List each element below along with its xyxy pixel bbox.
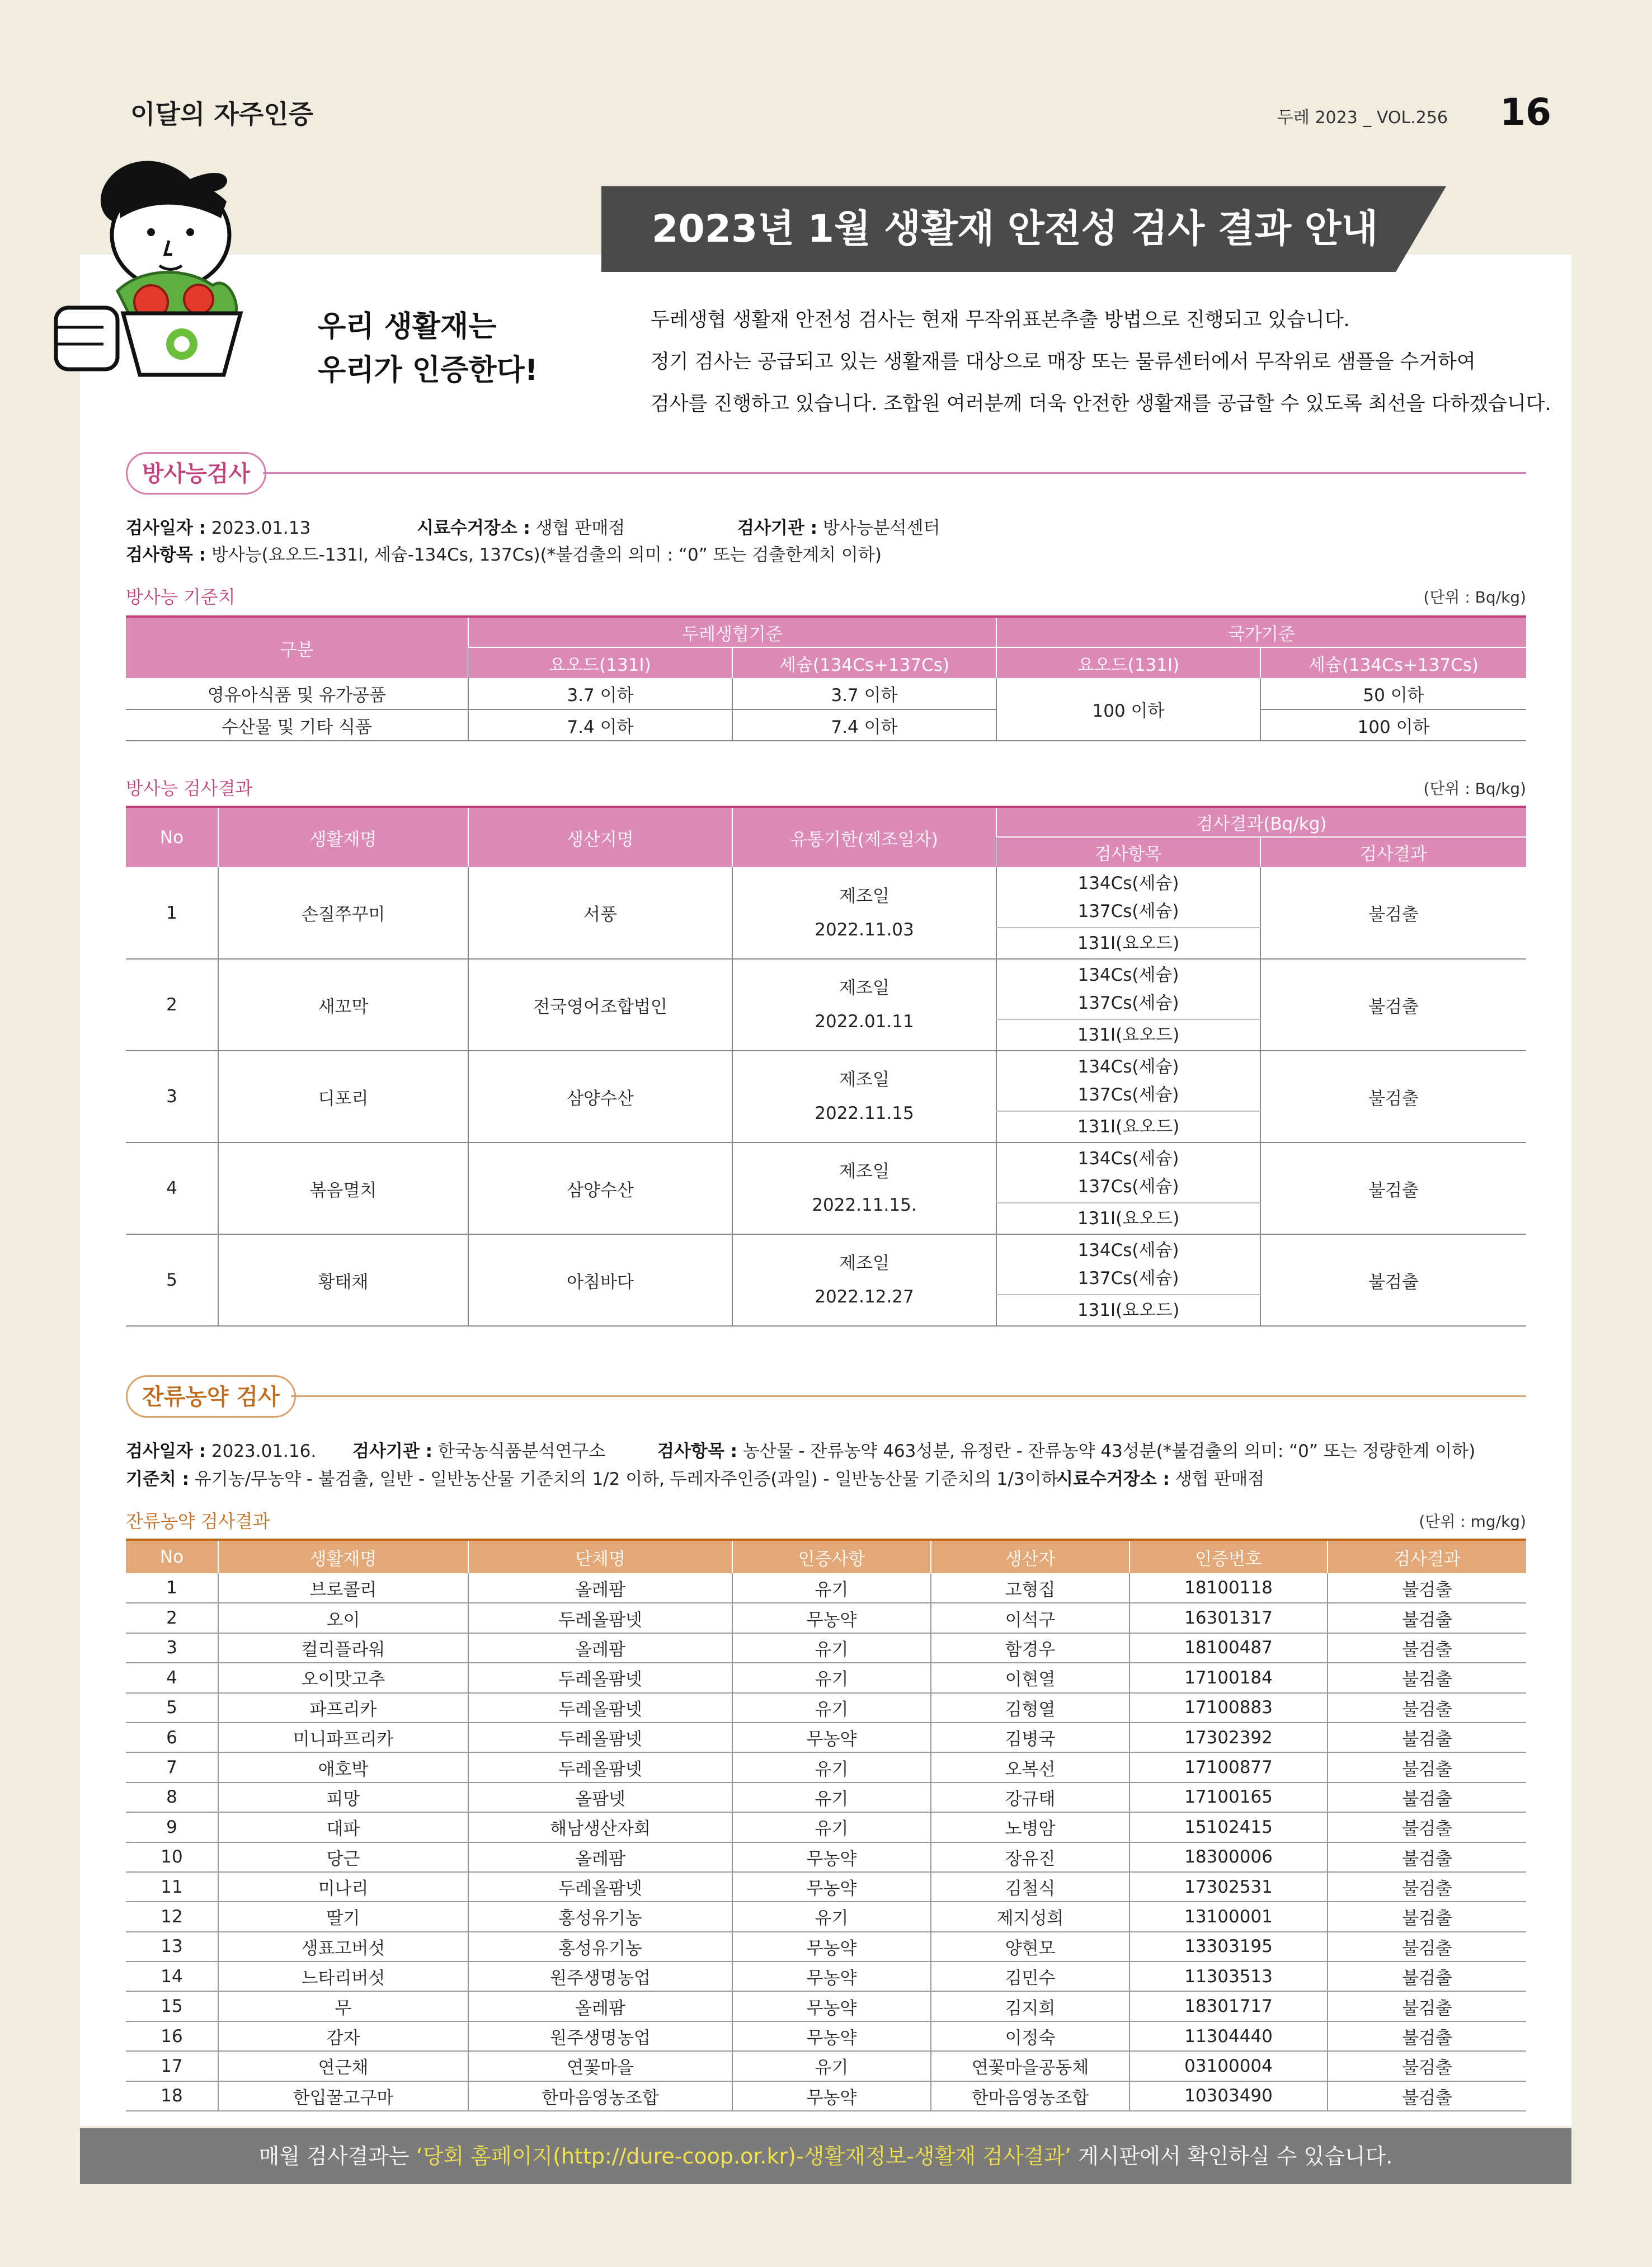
cell-no: 2 <box>126 1603 218 1633</box>
cell-expiry <box>732 1142 996 1234</box>
cell-cert-no: 18300006 <box>1129 1842 1328 1872</box>
cell-producer: 김형열 <box>931 1693 1129 1723</box>
cell: 영유아식품 및 유가공품 <box>126 678 468 709</box>
cell-name: 피망 <box>218 1782 468 1812</box>
intro-line-1: 두레생협 생활재 안전성 검사는 현재 무작위표본추출 방법으로 진행되고 있습니다. <box>651 309 1350 331</box>
cell-origin: 아침바다 <box>468 1234 732 1326</box>
cell-result: 불검출 <box>1328 1872 1526 1902</box>
footer-link[interactable]: ‘당회 홈페이지(http://dure-coop.or.kr)-생활재정보-생활재 검사결과’ <box>416 2144 1072 2169</box>
pesticide-subtitle: 잔류농약 검사결과 <box>126 1511 270 1532</box>
cell-items-cs <box>996 867 1260 928</box>
pesticide-place-value: 생협 판매점 <box>1175 1469 1265 1489</box>
pesticide-agency-label: 검사기관 : <box>352 1441 432 1461</box>
cell-group: 두레올팜넷 <box>468 1872 732 1902</box>
item-cs137: 137Cs(세슘) <box>1077 1177 1179 1197</box>
table-row <box>126 1051 1526 1111</box>
slogan <box>318 305 538 392</box>
cell-group: 올레팜 <box>468 1991 732 2021</box>
cell-expiry <box>732 1051 996 1142</box>
cell-cert-no: 17100877 <box>1129 1752 1328 1782</box>
cell-result: 불검출 <box>1260 1234 1526 1326</box>
cell-no: 13 <box>126 1932 218 1962</box>
cell-cert-no: 17302392 <box>1129 1723 1328 1752</box>
cell-cert-no: 15102415 <box>1129 1812 1328 1842</box>
item-cs137: 137Cs(세슘) <box>1077 993 1179 1013</box>
expiry-label: 제조일 <box>839 1161 889 1182</box>
cell-result: 불검출 <box>1328 1962 1526 1991</box>
table-row <box>126 2081 1526 2111</box>
table-row <box>126 678 1526 709</box>
cell-group: 홍성유기농 <box>468 1932 732 1962</box>
cell-cert-no: 03100004 <box>1129 2051 1328 2081</box>
cell: 50 이하 <box>1260 678 1526 709</box>
cell-expiry <box>732 1234 996 1326</box>
cell-result: 불검출 <box>1260 1142 1526 1234</box>
cell-producer: 노병암 <box>931 1812 1129 1842</box>
table-row <box>126 1872 1526 1902</box>
cell-result: 불검출 <box>1328 1573 1526 1603</box>
mascot-illustration <box>50 140 319 397</box>
item-cs134: 134Cs(세슘) <box>1077 1240 1179 1261</box>
table-row <box>126 1633 1526 1663</box>
cell-origin: 삼양수산 <box>468 1051 732 1142</box>
pesticide-items-value: 농산물 - 잔류농약 463성분, 유정란 - 잔류농약 43성분(*불검출의 의미: “0” 또는 정량한계 이하) <box>742 1441 1476 1461</box>
th-result-group: 검사결과(Bq/kg) <box>996 807 1526 837</box>
cell-result: 불검출 <box>1328 1902 1526 1931</box>
cell-cert: 유기 <box>732 1573 931 1603</box>
th-national-iodine: 요오드(131I) <box>996 647 1260 678</box>
page-title: 2023년 1월 생활재 안전성 검사 결과 안내 <box>601 186 1396 272</box>
cell-name: 느타리버섯 <box>218 1962 468 1991</box>
cell-group: 두레올팜넷 <box>468 1663 732 1692</box>
expiry-label: 제조일 <box>839 978 889 998</box>
cell-producer: 이현열 <box>931 1663 1129 1692</box>
cell-group: 해남생산자회 <box>468 1812 732 1842</box>
cell-cert: 무농약 <box>732 1723 931 1752</box>
page-number: 16 <box>1500 91 1551 134</box>
cell-result: 불검출 <box>1328 1932 1526 1962</box>
table-row <box>126 1902 1526 1931</box>
cell-result: 불검출 <box>1328 2081 1526 2111</box>
cell-no: 14 <box>126 1962 218 1991</box>
cell-cert: 유기 <box>732 1902 931 1931</box>
cell-producer: 이석구 <box>931 1603 1129 1633</box>
radiation-results-table <box>126 806 1526 1327</box>
cell-cert-no: 18301717 <box>1129 1991 1328 2021</box>
cell-result: 불검출 <box>1328 1693 1526 1723</box>
cell: 3.7 이하 <box>732 678 996 709</box>
pesticide-place <box>1056 1465 1264 1490</box>
th-national: 국가기준 <box>996 617 1526 647</box>
item-cs137: 137Cs(세슘) <box>1077 1085 1179 1105</box>
cell-no: 3 <box>126 1633 218 1663</box>
cell-result: 불검출 <box>1328 1991 1526 2021</box>
cell: 100 이하 <box>996 678 1260 741</box>
item-cs134: 134Cs(세슘) <box>1077 965 1179 985</box>
cell-no: 3 <box>126 1051 218 1142</box>
cell-producer: 김민수 <box>931 1962 1129 1991</box>
cell-no: 11 <box>126 1872 218 1902</box>
cell-group: 연꽃마을 <box>468 2051 732 2081</box>
cell-cert: 무농약 <box>732 1991 931 2021</box>
cell-name: 디포리 <box>218 1051 468 1142</box>
magazine-issue: 두레 2023 _ VOL.256 <box>1277 108 1448 128</box>
pesticide-place-label: 시료수거장소 : <box>1056 1469 1170 1489</box>
expiry-date: 2022.11.03 <box>815 919 914 940</box>
cell-name: 컬리플라워 <box>218 1633 468 1663</box>
table-row <box>126 1752 1526 1782</box>
cell-cert-no: 17100165 <box>1129 1782 1328 1812</box>
expiry-label: 제조일 <box>839 1253 889 1273</box>
cell-name: 대파 <box>218 1812 468 1842</box>
cell-no: 5 <box>126 1693 218 1723</box>
cell-name: 황태채 <box>218 1234 468 1326</box>
cell: 수산물 및 기타 식품 <box>126 709 468 741</box>
table-row <box>126 1842 1526 1872</box>
th-name: 생활재명 <box>218 807 468 867</box>
cell-producer: 오복선 <box>931 1752 1129 1782</box>
table-row <box>126 2021 1526 2051</box>
th-no: No <box>126 1540 218 1573</box>
cell-cert-no: 11303513 <box>1129 1962 1328 1991</box>
cell-group: 홍성유기농 <box>468 1902 732 1931</box>
cell-group: 두레올팜넷 <box>468 1693 732 1723</box>
pesticide-items <box>657 1437 1475 1462</box>
radiation-section-rule <box>263 472 1526 474</box>
th-producer: 생산자 <box>931 1540 1129 1573</box>
cell-result: 불검출 <box>1260 959 1526 1051</box>
th-cert: 인증사항 <box>732 1540 931 1573</box>
cell-no: 2 <box>126 959 218 1051</box>
th-category: 구분 <box>126 617 468 678</box>
cell-producer: 김병국 <box>931 1723 1129 1752</box>
expiry-label: 제조일 <box>839 1070 889 1090</box>
cell-cert-no: 17302531 <box>1129 1872 1328 1902</box>
radiation-items-label: 검사항목 : <box>126 545 206 565</box>
th-origin: 생산지명 <box>468 807 732 867</box>
cell-origin: 삼양수산 <box>468 1142 732 1234</box>
cell-name: 딸기 <box>218 1902 468 1931</box>
cell-no: 4 <box>126 1142 218 1234</box>
radiation-results-subtitle: 방사능 검사결과 <box>126 778 253 799</box>
cell-group: 원주생명농업 <box>468 1962 732 1991</box>
cell-group: 올레팜 <box>468 1842 732 1872</box>
cell-cert: 유기 <box>732 1693 931 1723</box>
item-i131: 131I(요오드) <box>996 1295 1260 1326</box>
table-row <box>126 2051 1526 2081</box>
cell-result: 불검출 <box>1328 1723 1526 1752</box>
cell-result: 불검출 <box>1328 1782 1526 1812</box>
cell-result: 불검출 <box>1260 867 1526 959</box>
table-row <box>126 1234 1526 1295</box>
cell-cert: 무농약 <box>732 1962 931 1991</box>
cell-group: 올레팜 <box>468 1573 732 1603</box>
expiry-date: 2022.11.15 <box>815 1103 914 1123</box>
cell-group: 올레팜 <box>468 1633 732 1663</box>
cell-producer: 연꽃마을공동체 <box>931 2051 1129 2081</box>
cell-producer: 양현모 <box>931 1932 1129 1962</box>
cell-cert: 무농약 <box>732 1872 931 1902</box>
cell-no: 1 <box>126 1573 218 1603</box>
expiry-date: 2022.11.15. <box>812 1195 917 1215</box>
cell-result: 불검출 <box>1328 1633 1526 1663</box>
cell-result: 불검출 <box>1328 1812 1526 1842</box>
cell-cert: 무농약 <box>732 2081 931 2111</box>
expiry-date: 2022.01.11 <box>815 1012 914 1032</box>
cell-origin: 전국영어조합법인 <box>468 959 732 1051</box>
item-i131: 131I(요오드) <box>996 928 1260 959</box>
cell-producer: 장유진 <box>931 1842 1129 1872</box>
pesticide-items-label: 검사항목 : <box>657 1441 737 1461</box>
cell-expiry <box>732 867 996 959</box>
radiation-items-value: 방사능(요오드-131I, 세슘-134Cs, 137Cs)(*불검출의 의미 : “0” 또는 검출한계치 이하) <box>211 545 882 565</box>
radiation-section-tag: 방사능검사 <box>126 452 266 495</box>
cell-expiry <box>732 959 996 1051</box>
cell-cert-no: 13100001 <box>1129 1902 1328 1931</box>
radiation-place <box>417 514 625 539</box>
cell-group: 원주생명농업 <box>468 2021 732 2051</box>
cell-no: 1 <box>126 867 218 959</box>
cell-no: 7 <box>126 1752 218 1782</box>
banner-tail-shape <box>1396 186 1446 272</box>
radiation-place-label: 시료수거장소 : <box>417 518 530 538</box>
cell-name: 생표고버섯 <box>218 1932 468 1962</box>
th-no: No <box>126 807 218 867</box>
table-row <box>126 1932 1526 1962</box>
th-dure-iodine: 요오드(131I) <box>468 647 732 678</box>
pesticide-agency-value: 한국농식품분석연구소 <box>437 1441 606 1461</box>
cell-name: 미나리 <box>218 1872 468 1902</box>
radiation-items <box>126 540 882 566</box>
radiation-place-value: 생협 판매점 <box>535 518 625 538</box>
radiation-standard-subtitle: 방사능 기준치 <box>126 586 236 608</box>
cell-cert: 유기 <box>732 1663 931 1692</box>
cell-no: 17 <box>126 2051 218 2081</box>
cell-group: 두레올팜넷 <box>468 1723 732 1752</box>
table-row <box>126 1142 1526 1203</box>
cell-cert: 유기 <box>732 1782 931 1812</box>
item-i131: 131I(요오드) <box>996 1203 1260 1234</box>
th-expiry: 유통기한(제조일자) <box>732 807 996 867</box>
cell-group: 두레올팜넷 <box>468 1603 732 1633</box>
cell-result: 불검출 <box>1328 1663 1526 1692</box>
cell-producer: 김철식 <box>931 1872 1129 1902</box>
cell-group: 올팜넷 <box>468 1782 732 1812</box>
table-row <box>126 1663 1526 1692</box>
table-row <box>126 709 1526 741</box>
pesticide-agency <box>352 1437 605 1462</box>
cell-group: 한마음영농조합 <box>468 2081 732 2111</box>
cell-no: 8 <box>126 1782 218 1812</box>
cell-cert: 유기 <box>732 2051 931 2081</box>
cell-result: 불검출 <box>1328 2021 1526 2051</box>
cell-cert: 유기 <box>732 1752 931 1782</box>
cell-items-cs <box>996 1234 1260 1295</box>
th-dure-cesium: 세슘(134Cs+137Cs) <box>732 647 996 678</box>
pesticide-date-value: 2023.01.16. <box>211 1441 317 1461</box>
table-row <box>126 867 1526 928</box>
cell-name: 무 <box>218 1991 468 2021</box>
cell-name: 오이 <box>218 1603 468 1633</box>
cell-group: 두레올팜넷 <box>468 1752 732 1782</box>
footer-notice <box>80 2128 1571 2184</box>
slogan-line-1: 우리 생활재는 <box>318 310 497 344</box>
cell-cert: 유기 <box>732 1633 931 1663</box>
cell: 7.4 이하 <box>468 709 732 741</box>
cell-cert: 유기 <box>732 1812 931 1842</box>
item-cs134: 134Cs(세슘) <box>1077 1149 1179 1169</box>
radiation-date: 2023.01.13 <box>211 518 311 538</box>
cell-no: 16 <box>126 2021 218 2051</box>
cell-items-cs <box>996 959 1260 1019</box>
th-national-cesium: 세슘(134Cs+137Cs) <box>1260 647 1526 678</box>
cell-name: 연근채 <box>218 2051 468 2081</box>
cell-cert-no: 18100118 <box>1129 1573 1328 1603</box>
cell-items-cs <box>996 1051 1260 1111</box>
cell-origin: 서풍 <box>468 867 732 959</box>
cell-cert-no: 18100487 <box>1129 1633 1328 1663</box>
cell-name: 애호박 <box>218 1752 468 1782</box>
cell-producer: 김지희 <box>931 1991 1129 2021</box>
table-row <box>126 1991 1526 2021</box>
th-name: 생활재명 <box>218 1540 468 1573</box>
intro-line-2: 정기 검사는 공급되고 있는 생활재를 대상으로 매장 또는 물류센터에서 무작위로 샘플을 수거하여 <box>651 351 1476 373</box>
cell-name: 손질쭈꾸미 <box>218 867 468 959</box>
section-name: 이달의 자주인증 <box>130 99 314 129</box>
pesticide-rows <box>126 1573 1526 2111</box>
intro-text <box>651 299 1551 425</box>
cell: 100 이하 <box>1260 709 1526 741</box>
pesticide-criteria-value: 유기농/무농약 - 불검출, 일반 - 일반농산물 기준치의 1/2 이하, 두레자주인증(과일) - 일반농산물 기준치의 1/3이하 <box>194 1469 1058 1489</box>
cell-producer: 함경우 <box>931 1633 1129 1663</box>
item-i131: 131I(요오드) <box>996 1019 1260 1051</box>
cell-no: 10 <box>126 1842 218 1872</box>
cell-result: 불검출 <box>1260 1051 1526 1142</box>
cell-no: 4 <box>126 1663 218 1692</box>
pesticide-date <box>126 1437 316 1462</box>
cell-name: 새꼬막 <box>218 959 468 1051</box>
cell-name: 한입꿀고구마 <box>218 2081 468 2111</box>
cell-no: 18 <box>126 2081 218 2111</box>
intro-line-3: 검사를 진행하고 있습니다. 조합원 여러분께 더욱 안전한 생활재를 공급할 수 있도록 최선을 다하겠습니다. <box>651 393 1551 415</box>
table-row <box>126 1573 1526 1603</box>
cell-no: 12 <box>126 1902 218 1931</box>
table-row <box>126 1962 1526 1991</box>
th-result: 검사결과 <box>1260 837 1526 867</box>
cell-name: 브로콜리 <box>218 1573 468 1603</box>
cell-producer: 한마음영농조합 <box>931 2081 1129 2111</box>
th-group: 단체명 <box>468 1540 732 1573</box>
cell-cert-no: 17100883 <box>1129 1693 1328 1723</box>
table-row <box>126 959 1526 1019</box>
radiation-agency-value: 방사능분석센터 <box>822 518 940 538</box>
cell-cert: 무농약 <box>732 1932 931 1962</box>
cell-producer: 고형집 <box>931 1573 1129 1603</box>
cell-name: 감자 <box>218 2021 468 2051</box>
pesticide-unit: (단위 : mg/kg) <box>1419 1512 1526 1531</box>
item-cs137: 137Cs(세슘) <box>1077 901 1179 921</box>
cell-cert-no: 13303195 <box>1129 1932 1328 1962</box>
cell-no: 5 <box>126 1234 218 1326</box>
radiation-agency <box>737 514 940 539</box>
cell-producer: 이정숙 <box>931 2021 1129 2051</box>
th-item: 검사항목 <box>996 837 1260 867</box>
th-dure: 두레생협기준 <box>468 617 996 647</box>
cell-cert: 무농약 <box>732 1603 931 1633</box>
cell-name: 볶음멸치 <box>218 1142 468 1234</box>
cell-result: 불검출 <box>1328 2051 1526 2081</box>
radiation-meta-line-1 <box>126 514 310 539</box>
slogan-line-2: 우리가 인증한다! <box>318 354 538 387</box>
cell-no: 9 <box>126 1812 218 1842</box>
cell-items-cs <box>996 1142 1260 1203</box>
cell-cert-no: 10303490 <box>1129 2081 1328 2111</box>
cell: 3.7 이하 <box>468 678 732 709</box>
cell-result: 불검출 <box>1328 1752 1526 1782</box>
expiry-label: 제조일 <box>839 886 889 906</box>
cell-name: 미니파프리카 <box>218 1723 468 1752</box>
pesticide-section-tag: 잔류농약 검사 <box>126 1375 296 1418</box>
radiation-agency-label: 검사기관 : <box>737 518 817 538</box>
cell-no: 6 <box>126 1723 218 1752</box>
cell-producer: 강규태 <box>931 1782 1129 1812</box>
table-row <box>126 1723 1526 1752</box>
pesticide-section-rule <box>291 1395 1526 1397</box>
cell-cert: 무농약 <box>732 2021 931 2051</box>
cell-name: 오이맛고추 <box>218 1663 468 1692</box>
expiry-date: 2022.12.27 <box>815 1287 914 1307</box>
cell-name: 파프리카 <box>218 1693 468 1723</box>
cell-cert-no: 16301317 <box>1129 1603 1328 1633</box>
table-row <box>126 1603 1526 1633</box>
cell-cert: 무농약 <box>732 1842 931 1872</box>
th-cert-no: 인증번호 <box>1129 1540 1328 1573</box>
radiation-rows <box>126 867 1526 1326</box>
item-cs134: 134Cs(세슘) <box>1077 873 1179 893</box>
footer-pre: 매월 검사결과는 <box>258 2144 416 2169</box>
cell-result: 불검출 <box>1328 1603 1526 1633</box>
cell-no: 15 <box>126 1991 218 2021</box>
cell-cert-no: 11304440 <box>1129 2021 1328 2051</box>
th-result: 검사결과 <box>1328 1540 1526 1573</box>
cell-name: 당근 <box>218 1842 468 1872</box>
cell-producer: 제지성희 <box>931 1902 1129 1931</box>
pesticide-date-label: 검사일자 : <box>126 1441 206 1461</box>
radiation-standard-table <box>126 615 1526 741</box>
radiation-date-label: 검사일자 : <box>126 518 206 538</box>
radiation-results-unit: (단위 : Bq/kg) <box>1423 779 1526 798</box>
table-row <box>126 1693 1526 1723</box>
table-row <box>126 1782 1526 1812</box>
footer-post: 게시판에서 확인하실 수 있습니다. <box>1071 2144 1393 2169</box>
cell-cert-no: 17100184 <box>1129 1663 1328 1692</box>
radiation-standard-unit: (단위 : Bq/kg) <box>1423 588 1526 606</box>
cell-result: 불검출 <box>1328 1842 1526 1872</box>
cell: 7.4 이하 <box>732 709 996 741</box>
pesticide-criteria <box>126 1465 1058 1490</box>
pesticide-criteria-label: 기준치 : <box>126 1469 190 1489</box>
item-cs137: 137Cs(세슘) <box>1077 1268 1179 1288</box>
item-i131: 131I(요오드) <box>996 1111 1260 1142</box>
table-row <box>126 1812 1526 1842</box>
item-cs134: 134Cs(세슘) <box>1077 1057 1179 1077</box>
pesticide-table <box>126 1539 1526 2111</box>
